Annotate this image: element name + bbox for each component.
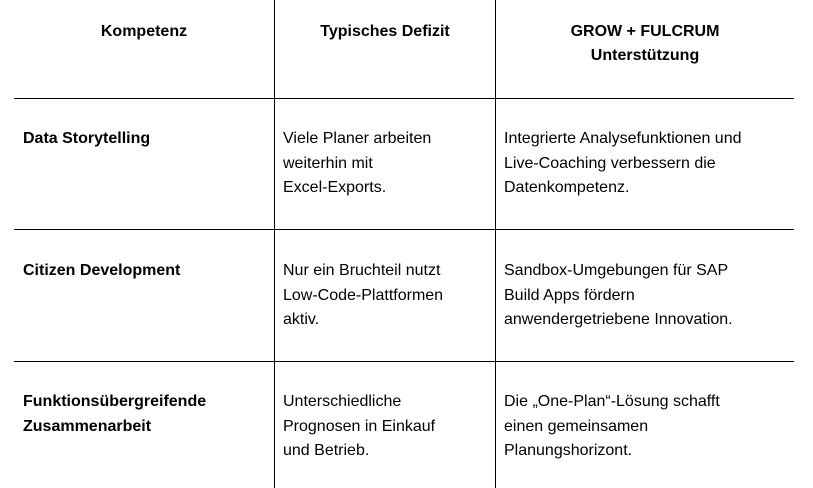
row-divider bbox=[14, 361, 794, 362]
deficit-text: Excel-Exports. bbox=[283, 179, 387, 196]
row-divider bbox=[14, 229, 794, 230]
support-text: Build Apps fördern bbox=[504, 286, 635, 304]
deficit-text: Nur ein Bruchteil nutzt bbox=[283, 262, 441, 279]
support-text: Planungshorizont. bbox=[504, 442, 633, 459]
competence-text: Zusammenarbeit bbox=[23, 417, 152, 435]
support-text: Sandbox-Umgebungen für SAP bbox=[504, 262, 729, 279]
header-label: Typisches Defizit bbox=[320, 23, 450, 40]
deficit-text: aktiv. bbox=[283, 311, 320, 328]
table-row-deficit bbox=[283, 390, 435, 464]
support-text: Integrierte Analysefunktionen und bbox=[504, 130, 742, 147]
support-text: einen gemeinsamen bbox=[504, 417, 649, 435]
row-divider bbox=[14, 98, 794, 99]
deficit-text: Unterschiedliche bbox=[283, 393, 402, 410]
competence-text: Data Storytelling bbox=[23, 130, 151, 147]
table-row-support bbox=[504, 127, 742, 201]
column-divider bbox=[274, 0, 275, 488]
table-row-deficit bbox=[283, 259, 443, 333]
competence-text: Citizen Development bbox=[23, 262, 181, 279]
competence-text: Funktionsübergreifende bbox=[23, 393, 207, 410]
table-row-competence bbox=[23, 390, 206, 439]
deficit-text: und Betrieb. bbox=[283, 442, 370, 459]
header-label: Kompetenz bbox=[100, 23, 188, 40]
support-text: Die „One-Plan“-Lösung schafft bbox=[504, 393, 720, 410]
header-label: GROW + FULCRUM bbox=[570, 23, 720, 40]
table-row-competence bbox=[23, 259, 180, 284]
header-label: Unterstützung bbox=[590, 47, 700, 64]
deficit-text: Viele Planer arbeiten bbox=[283, 130, 432, 147]
competence-table bbox=[14, 0, 794, 488]
header-defizit bbox=[275, 20, 495, 44]
column-divider bbox=[495, 0, 496, 488]
support-text: Datenkompetenz. bbox=[504, 179, 630, 196]
table-row-deficit bbox=[283, 127, 431, 201]
support-text: anwendergetriebene Innovation. bbox=[504, 311, 733, 328]
deficit-text: weiterhin mit bbox=[283, 154, 373, 172]
deficit-text: Low-Code-Plattformen bbox=[283, 286, 444, 304]
deficit-text: Prognosen in Einkauf bbox=[283, 417, 436, 435]
header-unterstuetzung bbox=[496, 20, 794, 68]
table-row-support bbox=[504, 259, 733, 333]
table-row-support bbox=[504, 390, 720, 464]
support-text: Live-Coaching verbessern die bbox=[504, 154, 716, 172]
table-row-competence bbox=[23, 127, 150, 152]
header-kompetenz bbox=[14, 20, 274, 44]
